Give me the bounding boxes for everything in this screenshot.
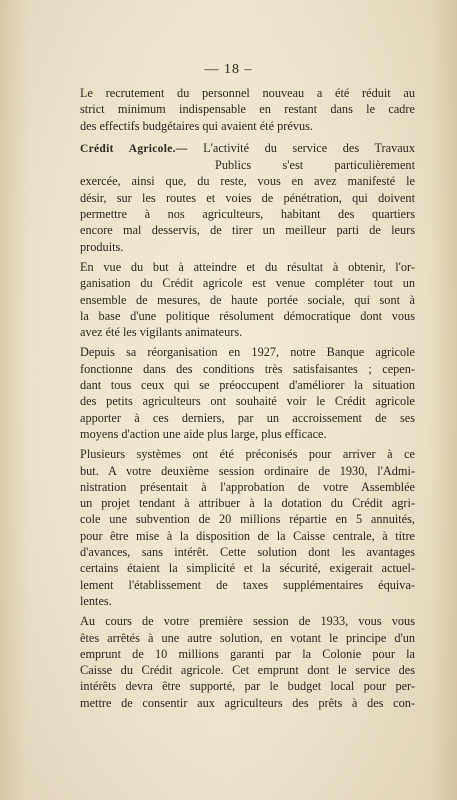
- text-line: Caisse du Crédit agricole. Cet emprunt dont le service des: [80, 663, 415, 678]
- text-line: la base d'une politique résolument démocratique dont vous: [80, 308, 415, 323]
- text-line: emprunt de 10 millions garanti par la Colonie pour la: [80, 646, 415, 661]
- text-line: pour être mise à la disposition de la Caisse centrale, à titre: [80, 528, 415, 543]
- text-line: des petits agriculteurs ont souhaité voir le Crédit agricole: [80, 394, 415, 409]
- body-text: [80, 85, 415, 715]
- text-line: certains étaient la simplicité et la sécurité, exigerait actuel-: [80, 561, 415, 576]
- text-line: lement l'établissement de taxes supplémentaires équiva-: [80, 577, 415, 592]
- text-line: En vue du but à atteindre et du résultat à obtenir, l'or-: [80, 259, 415, 274]
- text-line: [80, 140, 415, 157]
- text-line: un projet tendant à attribuer à la dotation du Crédit agri-: [80, 496, 415, 511]
- text-line: Depuis sa réorganisation en 1927, notre Banque agricole: [80, 345, 415, 360]
- text-line: exercée, ainsi que, du reste, vous en avez manifesté le: [80, 174, 415, 189]
- text-line: êtes arrêtés à une autre solution, en votant le principe d'un: [80, 630, 415, 645]
- text-line: dant tous ceux qui se préoccupent d'améliorer la situation: [80, 378, 415, 393]
- text-line: nistration présentait à l'approbation de votre Assemblée: [80, 479, 415, 494]
- text-line: moyens d'action une aide plus large, plus efficace.: [80, 426, 327, 441]
- text-line: strict minimum indispensable en restant dans le cadre: [80, 102, 415, 117]
- text-line: d'avances, sans intérêt. Cette solution dont les avantages: [80, 545, 415, 560]
- text-line: ensemble de mesures, de haute portée sociale, qui sont à: [80, 292, 415, 307]
- paragraph-systemes: [80, 446, 415, 609]
- text-line: but. A votre deuxième session ordinaire de 1930, l'Admi-: [80, 463, 415, 478]
- paragraph-emprunt: [80, 613, 415, 711]
- text-line: Au cours de votre première session de 1933, vous vous: [80, 614, 415, 629]
- text-line: désir, sur les routes et voies de pénétration, qui doivent: [80, 190, 415, 205]
- page-number: — 18 –: [204, 62, 253, 77]
- text-line: ganisation du Crédit agricole est venue compléter tout un: [80, 276, 415, 291]
- text-line: Plusieurs systèmes ont été préconisés pour arriver à ce: [80, 447, 415, 462]
- text-line: permettre à nos agriculteurs, habitant des quartiers: [80, 207, 415, 222]
- text-line: mettre de consentir aux agriculteurs des prêts à des con-: [80, 695, 415, 710]
- paragraph-credit-agricole: [80, 140, 415, 255]
- text-line: fonctionne dans des conditions très satisfaisantes ; cepen-: [80, 361, 415, 376]
- text-line: encore mal desservis, de tirer un meilleur parti de leurs: [80, 223, 415, 238]
- paragraph-organisation: [80, 259, 415, 340]
- text-line: Le recrutement du personnel nouveau a été réduit au: [80, 86, 415, 100]
- section-heading: Crédit Agricole.—: [80, 142, 188, 155]
- paragraph-reorganisation: [80, 344, 415, 442]
- text-line: intérêts devra être supporté, par le budget local pour per-: [80, 679, 415, 694]
- text-line: apporter à ces derniers, par un accroissement de ses: [80, 410, 415, 425]
- text-line: produits.: [80, 239, 124, 254]
- text-fragment: L'activité du service des Travaux: [203, 140, 415, 155]
- text-line: Publics s'est particulièrement: [215, 158, 415, 173]
- text-line: avez été les vigilants animateurs.: [80, 325, 243, 340]
- paragraph-recrutement: [80, 85, 415, 134]
- text-line: des effectifs budgétaires qui avaient été prévus.: [80, 118, 313, 133]
- text-line: lentes.: [80, 593, 112, 608]
- text-line: cole une subvention de 20 millions répartie en 5 annuités,: [80, 512, 415, 527]
